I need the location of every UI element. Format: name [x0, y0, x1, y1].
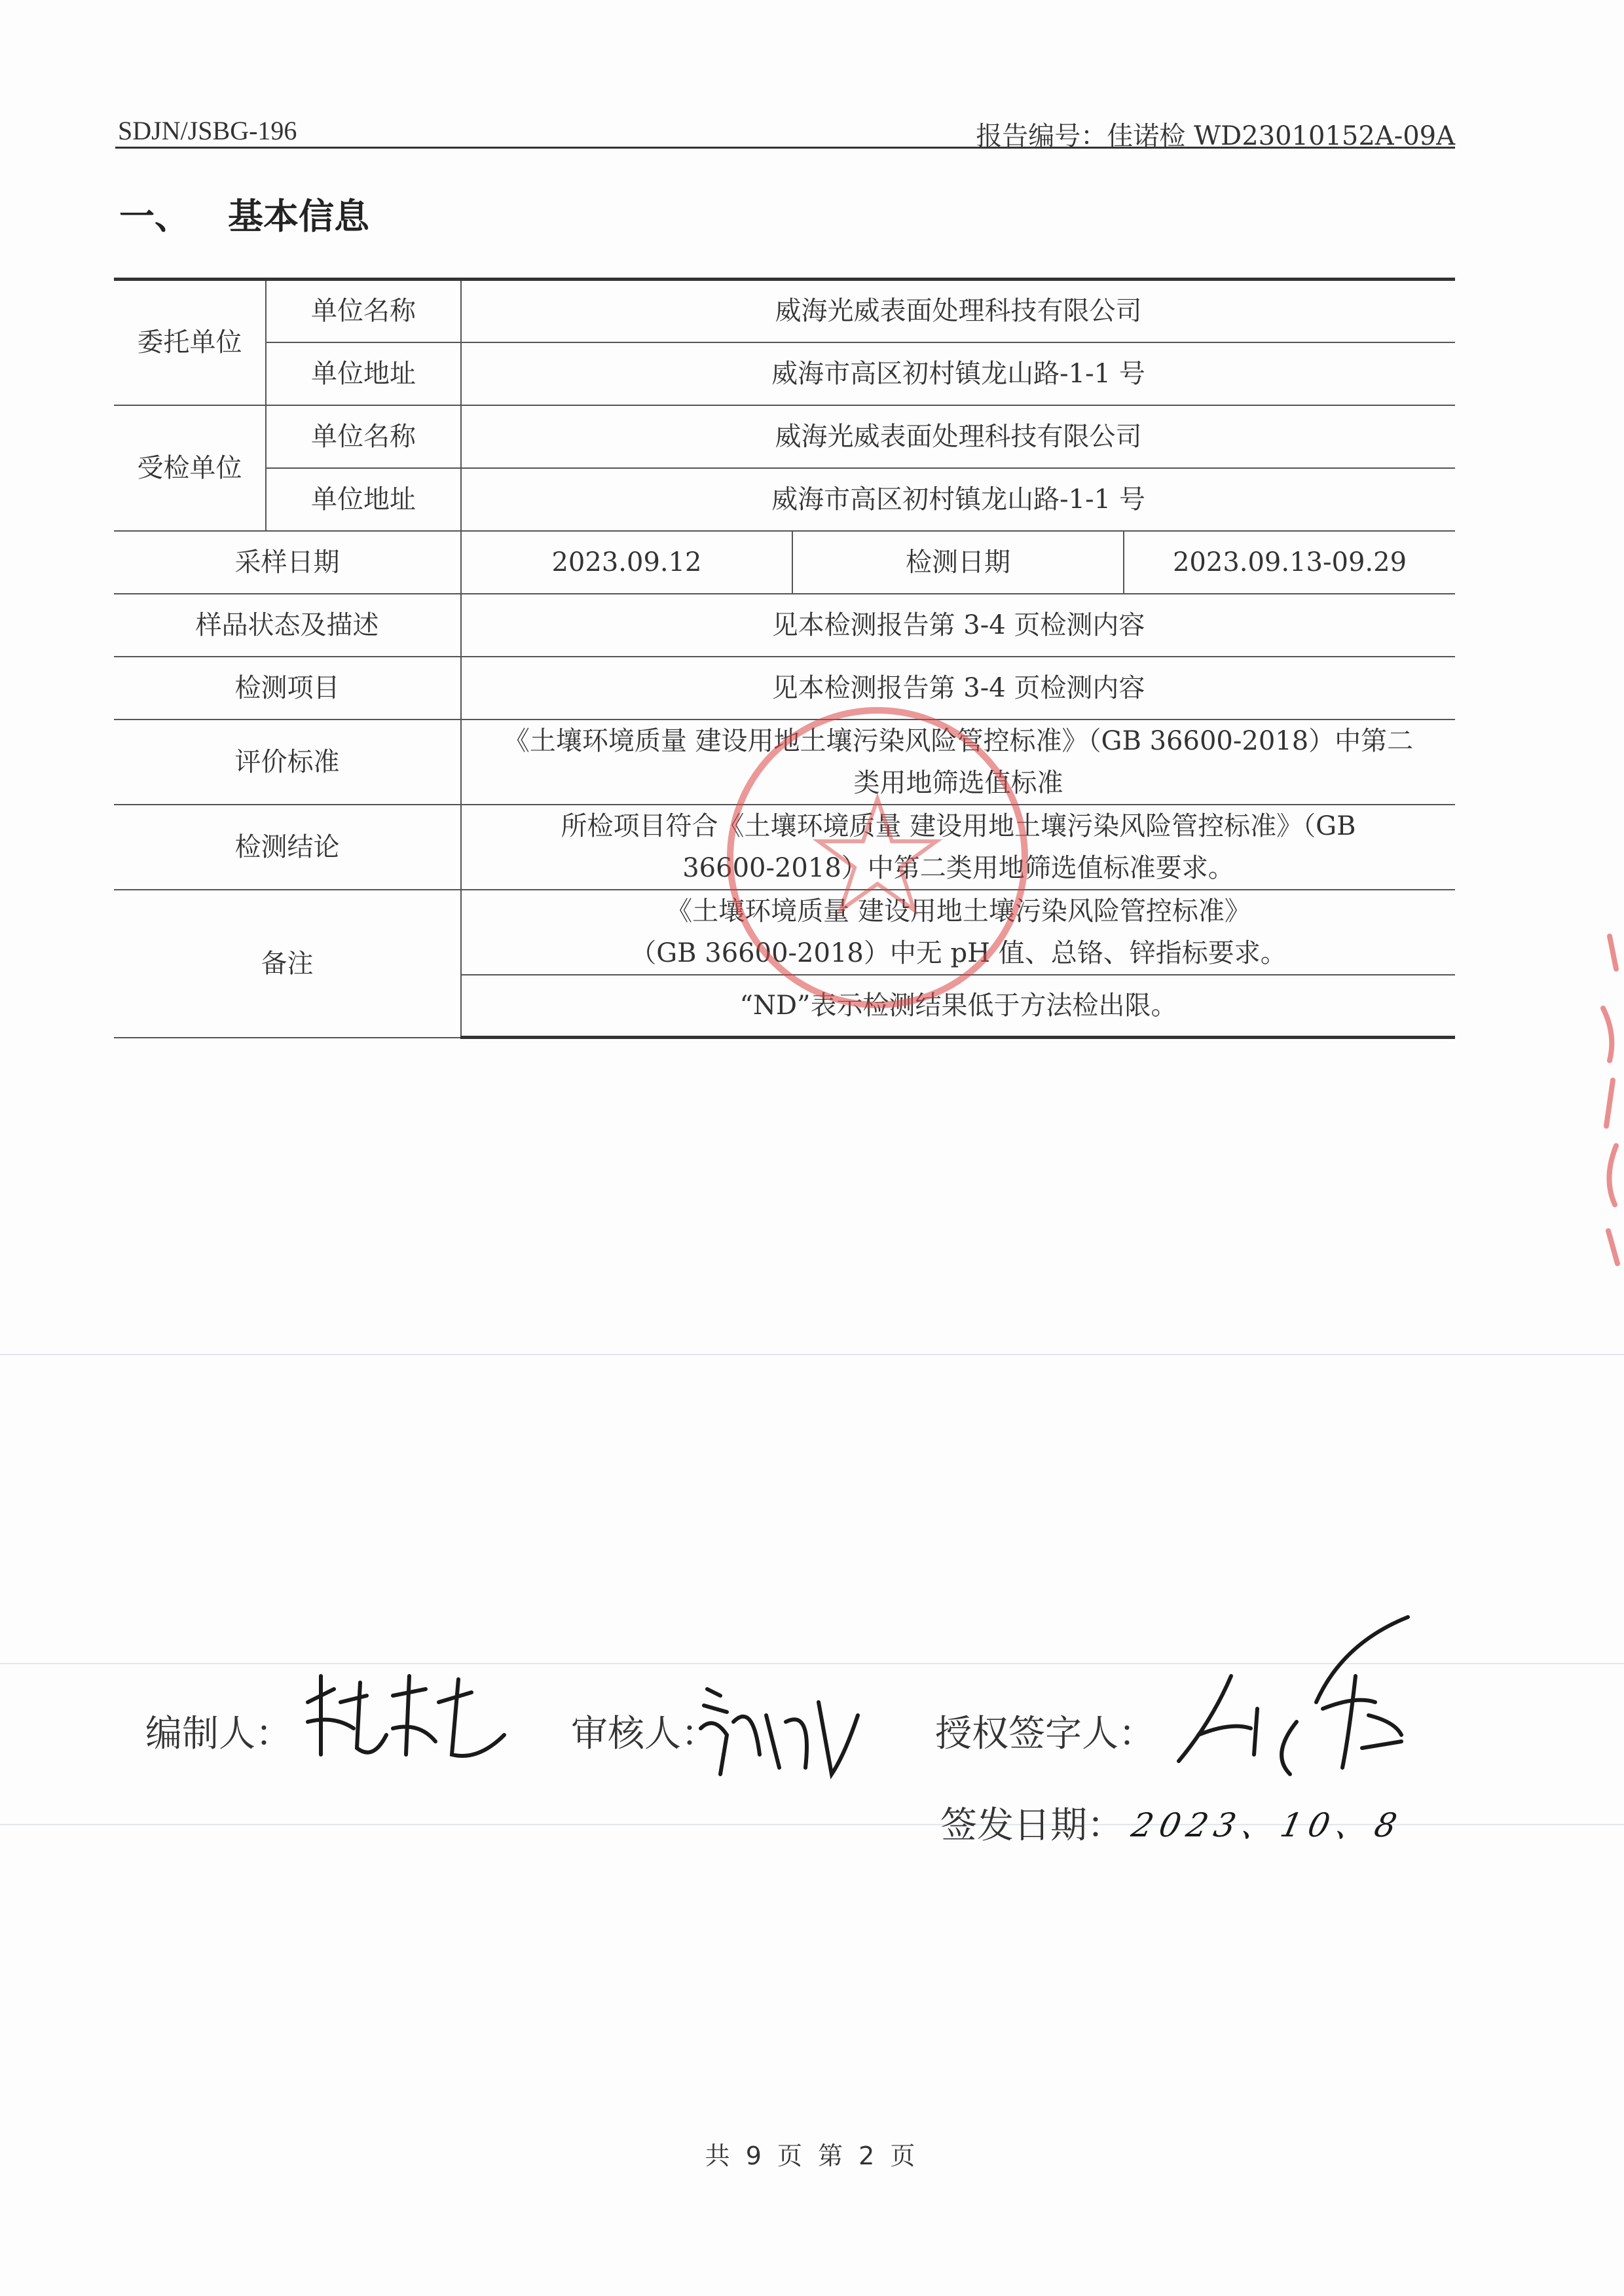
- table-row: [114, 280, 1455, 342]
- scan-artifact-line: [0, 1663, 1624, 1664]
- inspected-address-label: 单位地址: [266, 468, 461, 531]
- conclusion-line-2: 36600-2018）中第二类用地筛选值标准要求。: [682, 852, 1234, 883]
- test-items-label: 检测项目: [114, 657, 461, 720]
- authorized-signer-label: 授权签字人：: [935, 1713, 1155, 1755]
- seam-stamp-fragment-icon: [1590, 930, 1623, 1270]
- testing-date-value: 2023.09.13-09.29: [1124, 531, 1455, 594]
- standard-label: 评价标准: [114, 720, 461, 805]
- table-row: [114, 890, 1455, 975]
- table-row: [114, 594, 1455, 657]
- header-divider: [115, 147, 1455, 149]
- sample-desc-value: 见本检测报告第 3-4 页检测内容: [461, 594, 1455, 657]
- table-row: [114, 720, 1455, 805]
- issue-date-handwritten: 2023、10、8: [1128, 1806, 1407, 1844]
- page-number: 共 9 页 第 2 页: [705, 2141, 919, 2170]
- client-group-label: 委托单位: [114, 280, 266, 405]
- table-row: [114, 657, 1455, 720]
- table-row: [114, 405, 1455, 468]
- basic-info-table: [114, 278, 1455, 1039]
- remarks-label: 备注: [114, 890, 461, 1038]
- section-title: [119, 189, 369, 239]
- conclusion-label: 检测结论: [114, 805, 461, 890]
- inspected-name-label: 单位名称: [266, 405, 461, 468]
- report-number: 报告编号：佳诺检 WD23010152A-09A: [976, 121, 1455, 151]
- testing-date-label: 检测日期: [792, 531, 1124, 594]
- scan-artifact-line: [0, 1354, 1624, 1355]
- authorized-signature-icon: [1159, 1604, 1434, 1800]
- sampling-date-value: 2023.09.12: [461, 531, 792, 594]
- issue-date-label: 签发日期：: [940, 1804, 1124, 1847]
- remarks-nd-note: “ND”表示检测结果低于方法检出限。: [461, 975, 1455, 1038]
- table-row: [114, 342, 1455, 405]
- conclusion-value: [461, 805, 1455, 890]
- inspected-address-value: 威海市高区初村镇龙山路-1-1 号: [461, 468, 1455, 531]
- inspected-group-label: 受检单位: [114, 405, 266, 531]
- standard-line-1: 《土壤环境质量 建设用地土壤污染风险管控标准》（GB 36600-2018）中第二: [503, 725, 1414, 756]
- client-address-label: 单位地址: [266, 342, 461, 405]
- inspected-name-value: 威海光威表面处理科技有限公司: [461, 405, 1455, 468]
- table-row: [114, 531, 1455, 594]
- reviewer-label: 审核人：: [571, 1713, 718, 1755]
- remarks-line-2: （GB 36600-2018）中无 pH 值、总铬、锌指标要求。: [630, 938, 1287, 968]
- standard-value: [461, 720, 1455, 805]
- remarks-value: [461, 890, 1455, 975]
- conclusion-line-1: 所检项目符合《土壤环境质量 建设用地土壤污染风险管控标准》（GB: [561, 811, 1356, 841]
- test-items-value: 见本检测报告第 3-4 页检测内容: [461, 657, 1455, 720]
- table-row: [114, 468, 1455, 531]
- remarks-line-1: 《土壤环境质量 建设用地土壤污染风险管控标准》: [666, 896, 1251, 926]
- sample-desc-label: 样品状态及描述: [114, 594, 461, 657]
- section-heading: 基本信息: [228, 196, 369, 237]
- document-code: SDJN/JSBG-196: [118, 116, 297, 145]
- compiler-signature-icon: [295, 1663, 517, 1768]
- standard-line-2: 类用地筛选值标准: [853, 767, 1063, 798]
- sampling-date-label: 采样日期: [114, 531, 461, 594]
- section-number: 一、: [119, 196, 190, 237]
- client-name-value: 威海光威表面处理科技有限公司: [461, 280, 1455, 342]
- table-row: [114, 805, 1455, 890]
- compiler-label: 编制人：: [145, 1713, 292, 1755]
- client-name-label: 单位名称: [266, 280, 461, 342]
- client-address-value: 威海市高区初村镇龙山路-1-1 号: [461, 342, 1455, 405]
